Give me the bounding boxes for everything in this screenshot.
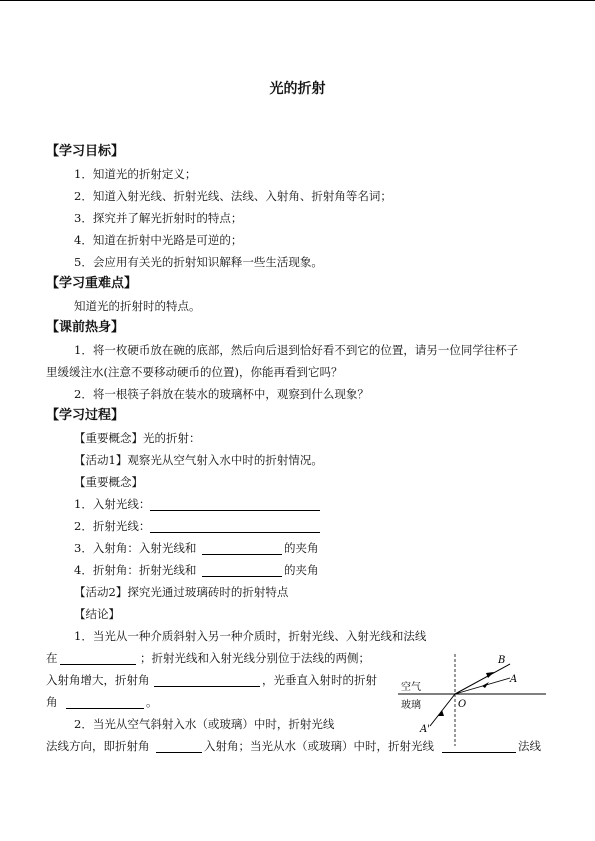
def-incident-angle: 3．入射角：入射光线和 [74,541,197,555]
conclusion-1-line3-end: ，光垂直入射时的折射 [262,673,377,687]
def-refraction-angle-end: 的夹角 [284,563,319,577]
goal-item-2: 2．知道入射光线、折射光线、法线、入射角、折射角等名词； [74,189,392,203]
warmup-q1-line1: 1．将一枚硬币放在碗的底部，然后向后退到恰好看不到它的位置，请另一位同学往杯子 [74,343,519,357]
ray-OA2 [430,694,455,726]
page-title: 光的折射 [269,81,326,97]
blank-refraction-angle[interactable] [202,564,282,577]
def-incident-angle-end: 的夹角 [284,541,319,555]
def-refracted-ray: 2．折射光线： [74,519,151,533]
label-air: 空气 [401,682,421,693]
conclusion-2-line2-start: 法线方向，即折射角 [46,739,150,753]
ray-OB [455,664,510,694]
conclusion-1-line1: 1．当光从一种介质斜射入另一种介质时，折射光线、入射光线和法线 [74,629,427,643]
label-glass: 玻璃 [401,700,421,711]
conclusion-1-line3-start: 入射角增大，折射角 [46,673,150,687]
conclusion-1-line2-end: ；折射光线和入射光线分别位于法线的两侧； [140,651,370,665]
blank-normal-incidence[interactable] [66,696,144,709]
warmup-q1-line2: 里缓缓注水(注意不要移动硬币的位置)，你能再看到它吗？ [46,365,343,379]
blank-refracted-ray[interactable] [150,520,320,533]
goals-heading: 【学习目标】 [46,144,125,159]
conclusion-1-line4-start: 角 [46,695,58,709]
activity-1: 【活动1】观察光从空气射入水中时的折射情况。 [74,453,323,467]
goal-item-4: 4．知道在折射中光路是可逆的； [74,233,243,247]
conclusion-1-line2-start: 在 [46,651,58,665]
label-A: A [510,674,518,685]
arrow-OA2 [438,710,444,716]
keypoints-heading: 【学习重难点】 [46,276,138,291]
label-B: B [498,655,506,666]
def-incident-ray: 1．入射光线： [74,497,151,511]
arrow-OB [486,672,494,678]
blank-same-plane[interactable] [60,652,136,665]
def-refraction-angle: 4．折射角：折射光线和 [74,563,197,577]
concept-refraction: 【重要概念】光的折射： [74,431,201,445]
conclusion-2-line2-mid: 入射角；当光从水（或玻璃）中时，折射光线 [204,739,434,753]
goal-item-1: 1．知道光的折射定义； [74,167,197,181]
keypoints-text: 知道光的折射时的特点。 [74,299,201,313]
label-O: O [458,699,467,710]
page-top-rule [0,0,595,1]
conclusion-2-line2-end: 法线 [518,739,541,753]
blank-refraction-vs-incidence[interactable] [156,740,202,753]
blank-incident-ray[interactable] [150,498,320,511]
concept-heading-2: 【重要概念】 [74,475,143,489]
warmup-q2: 2．将一根筷子斜放在装水的玻璃杯中，观察到什么现象？ [74,387,369,401]
refraction-diagram [398,652,548,748]
conclusion-1-line4-end: 。 [146,695,158,709]
process-heading: 【学习过程】 [46,408,125,423]
label-A-prime: A' [420,724,430,735]
warmup-heading: 【课前热身】 [46,320,125,335]
goal-item-5: 5．会应用有关光的折射知识解释一些生活现象。 [74,255,323,269]
activity-2: 【活动2】探究光通过玻璃砖时的折射特点 [74,585,289,599]
blank-incident-angle[interactable] [202,542,282,555]
conclusion-heading: 【结论】 [74,607,120,621]
blank-angle-increase[interactable] [154,674,260,687]
conclusion-2-line1: 2．当光从空气斜射入水（或玻璃）中时，折射光线 [74,717,335,731]
arrow-AO [482,682,489,688]
goal-item-3: 3．探究并了解光折射时的特点； [74,211,243,225]
